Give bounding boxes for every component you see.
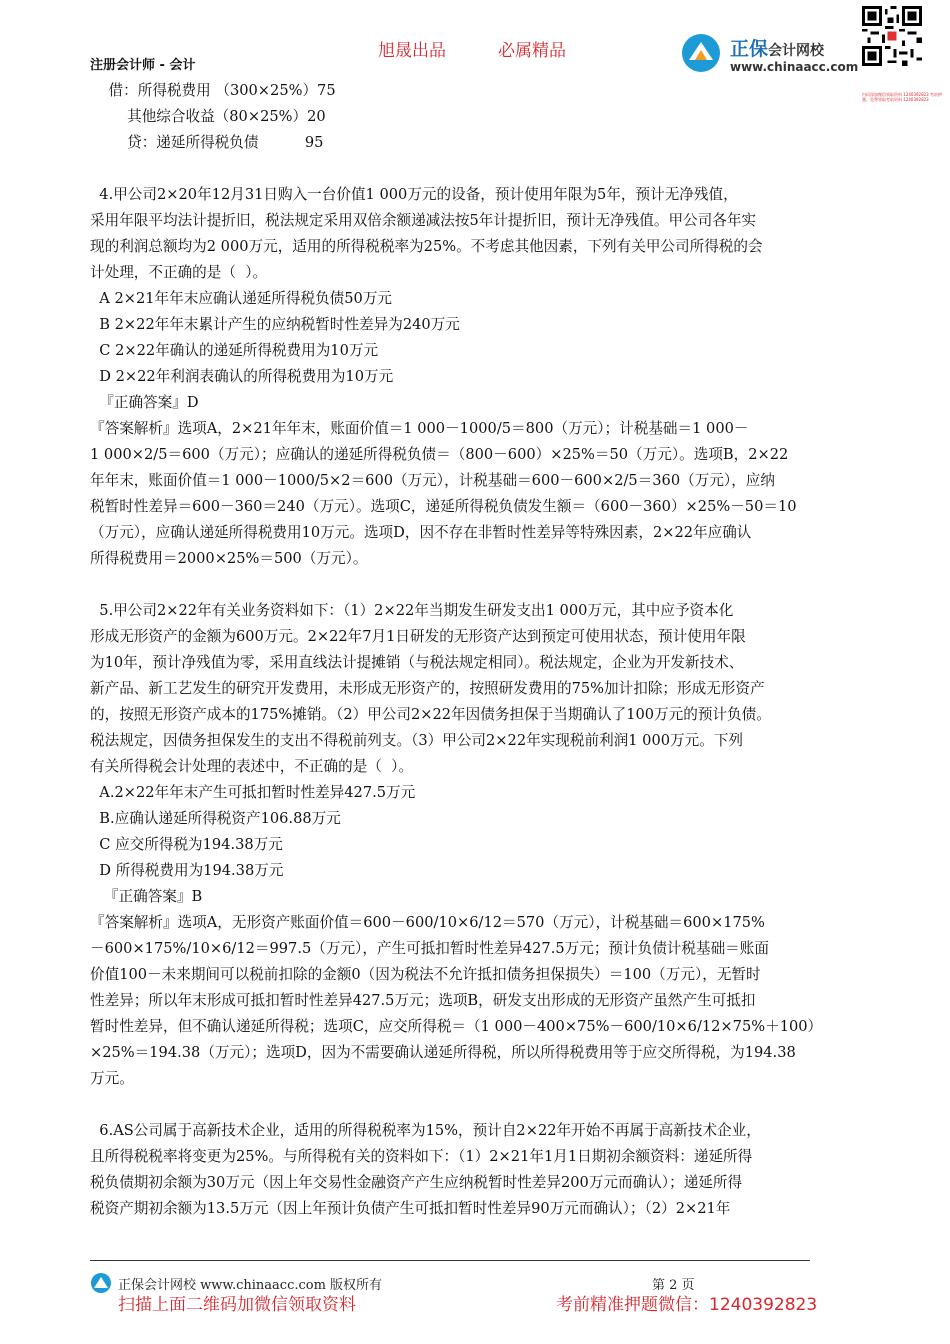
text-line: ×25%＝194.38（万元）；选项D，因为不需要确认递延所得税，所以所得税费用等于应交所得税，为194.38 [90, 1044, 796, 1061]
brand-name [730, 34, 824, 61]
text-line: 5.甲公司2×22年有关业务资料如下：（1）2×22年当期发生研发支出1 000万元，其中应予资本化 [90, 602, 734, 619]
text-line: 4.甲公司2×20年12月31日购入一台价值1 000万元的设备，预计使用年限为5年，预计无净残值， [90, 186, 738, 203]
document-body [90, 78, 860, 1222]
course-title: 注册会计师 - 会计 [90, 58, 196, 73]
text-line: 借：所得税费用 （300×25%）75 [90, 82, 336, 99]
qr-code-icon [862, 6, 922, 66]
text-line: 税负债期初余额为30万元（因上年交易性金融资产产生应纳税暂时性差异200万元而确认）；递延所得 [90, 1174, 743, 1191]
text-line: C 2×22年确认的递延所得税费用为10万元 [90, 342, 379, 359]
paragraph-gap [90, 1092, 860, 1118]
text-line: D 2×22年利润表确认的所得税费用为10万元 [90, 368, 394, 385]
text-line: B.应确认递延所得税资产106.88万元 [90, 810, 341, 827]
text-line: B 2×22年年末累计产生的应纳税暂时性差异为240万元 [90, 316, 460, 333]
text-line: 暂时性差异，但不确认递延所得税；选项C，应交所得税＝（1 000－400×75%－600/10×6/12×75%＋100） [90, 1018, 823, 1035]
footer-promo-left: 扫描上面二维码加微信领取资料 [118, 1295, 356, 1315]
page-number: 第 2 页 [652, 1278, 695, 1293]
text-line: （万元），应确认递延所得税费用10万元。选项D，因不存在非暂时性差异等特殊因素，2×22年应确认 [90, 524, 752, 541]
text-line: 『正确答案』B [90, 888, 203, 905]
brand-main: 正保 [730, 38, 769, 60]
paragraph-gap [90, 572, 860, 598]
text-line: －600×175%/10×6/12＝997.5（万元），产生可抵扣暂时性差异427.5万元；预计负债计税基础＝账面 [90, 940, 769, 957]
text-line: 『答案解析』选项A，无形资产账面价值＝600－600/10×6/12＝570（万元），计税基础＝600×175% [90, 914, 765, 931]
text-line: 所得税费用＝2000×25%＝500（万元）。 [90, 550, 368, 567]
qr-caption: 扫码添加微信领取资料 1240392823 考前押题，免费领取考前资料 1240392823 [862, 92, 942, 102]
text-line: C 应交所得税为194.38万元 [90, 836, 283, 853]
brand-url: www.chinaacc.com [730, 60, 859, 74]
text-line: 形成无形资产的金额为600万元。2×22年7月1日研发的无形资产达到预定可使用状态，预计使用年限 [90, 628, 746, 645]
text-line: 『正确答案』D [90, 394, 199, 411]
text-line: 6.AS公司属于高新技术企业，适用的所得税税率为15%，预计自2×22年开始不再属于高新技术企业， [90, 1122, 761, 1139]
text-line: A.2×22年年末产生可抵扣暂时性差异427.5万元 [90, 784, 416, 801]
text-line: 税资产期初余额为13.5万元（因上年预计负债产生可抵扣暂时性差异90万元而确认）；（2）2×21年 [90, 1200, 731, 1217]
footer-promo-right: 考前精准押题微信：1240392823 [556, 1295, 818, 1315]
text-line: 『答案解析』选项A，2×21年年末，账面价值＝1 000－1000/5＝800（万元）；计税基础＝1 000－ [90, 420, 749, 437]
text-line: 税法规定，因债务担保发生的支出不得税前列支。（3）甲公司2×22年实现税前利润1 000万元。下列 [90, 732, 744, 749]
footer-divider [90, 1260, 810, 1261]
text-line: D 所得税费用为194.38万元 [90, 862, 284, 879]
text-line: 为10年，预计净残值为零，采用直线法计提摊销（与税法规定相同）。税法规定，企业为开发新技术、 [90, 654, 744, 671]
text-line: 采用年限平均法计提折旧，税法规定采用双倍余额递减法按5年计提折旧，预计无净残值。甲公司各年实 [90, 212, 757, 229]
footer-logo-icon [90, 1272, 116, 1294]
brand-mark-icon [680, 32, 722, 74]
slogan-right: 必属精品 [498, 41, 566, 61]
text-line: 的，按照无形资产成本的175%摊销。（2）甲公司2×22年因债务担保于当期确认了100万元的预计负债。 [90, 706, 771, 723]
text-line: 其他综合收益（80×25%）20 [90, 108, 326, 125]
text-line: 新产品、新工艺发生的研究开发费用，未形成无形资产的，按照研发费用的75%加计扣除；形成无形资产 [90, 680, 765, 697]
paragraph-gap [90, 156, 860, 182]
text-line: 税暂时性差异＝600－360＝240（万元）。选项C，递延所得税负债发生额＝（600－360）×25%－50＝10 [90, 498, 797, 515]
slogan-left: 旭晟出品 [378, 41, 446, 61]
text-line: 万元。 [90, 1070, 134, 1087]
text-line: 价值100－未来期间可以税前扣除的金额0（因为税法不允许抵扣债务担保损失）＝100（万元），无暂时 [90, 966, 761, 983]
text-line: 有关所得税会计处理的表述中，不正确的是（ ）。 [90, 758, 414, 775]
footer-copyright: 正保会计网校 www.chinaacc.com 版权所有 [118, 1278, 383, 1293]
text-line: A 2×21年年末应确认递延所得税负债50万元 [90, 290, 393, 307]
brand-sub: 会计网校 [768, 43, 825, 59]
text-line: 1 000×2/5＝600（万元）；应确认的递延所得税负债＝（800－600）×25%＝50（万元）。选项B，2×22 [90, 446, 789, 463]
text-line: 贷：递延所得税负债 95 [90, 134, 324, 151]
brand-logo[interactable] [680, 30, 860, 78]
text-line: 年年末，账面价值＝1 000－1000/5×2＝600（万元），计税基础＝600－600×2/5＝360（万元），应纳 [90, 472, 775, 489]
text-line: 现的利润总额均为2 000万元，适用的所得税税率为25%。不考虑其他因素，下列有关甲公司所得税的会 [90, 238, 763, 255]
text-line: 计处理，不正确的是（ ）。 [90, 264, 268, 281]
text-line: 性差异；所以年末形成可抵扣暂时性差异427.5万元；选项B，研发支出形成的无形资产虽然产生可抵扣 [90, 992, 756, 1009]
text-line: 且所得税税率将变更为25%。与所得税有关的资料如下：（1）2×21年1月1日期初余额资料：递延所得 [90, 1148, 753, 1165]
